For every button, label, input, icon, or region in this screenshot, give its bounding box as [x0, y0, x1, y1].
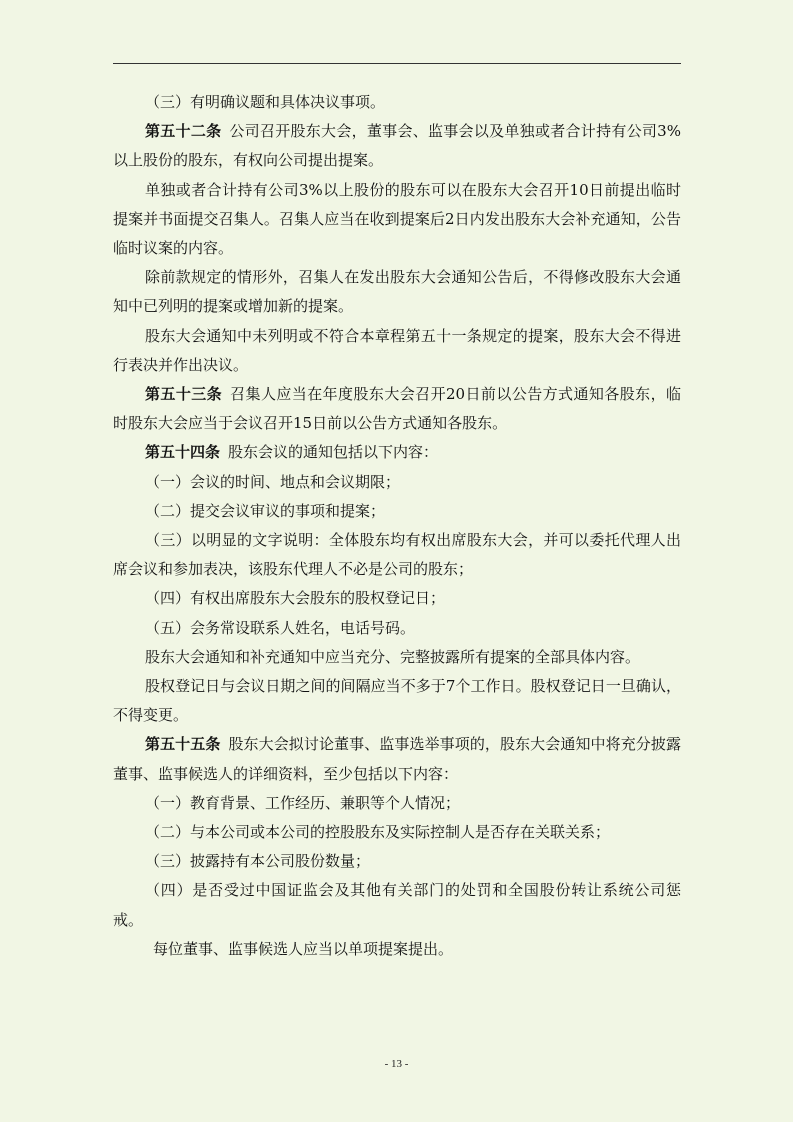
paragraph-text: 每位董事、监事候选人应当以单项提案提出。: [153, 939, 454, 958]
article-label: 第五十二条: [145, 122, 222, 141]
paragraph-text: （四）是否受过中国证监会及其他有关部门的处罚和全国股份转让系统公司惩戒。: [113, 881, 681, 929]
list-item: [113, 789, 681, 818]
paragraph: [113, 176, 681, 264]
paragraph-text: （三）以明显的文字说明：全体股东均有权出席股东大会，并可以委托代理人出席会议和参加表决，该股东代理人不必是公司的股东；: [113, 531, 681, 579]
article-paragraph: [113, 438, 681, 467]
paragraph: [113, 643, 681, 672]
paragraph-text: 单独或者合计持有公司3%以上股份的股东可以在股东大会召开10日前提出临时提案并书面提交召集人。召集人应当在收到提案后2日内发出股东大会补充通知，公告临时议案的内容。: [113, 180, 681, 258]
paragraph-text: （二）与本公司或本公司的控股股东及实际控制人是否存在关联关系；: [145, 823, 611, 842]
paragraph-text: （二）提交会议审议的事项和提案；: [145, 501, 386, 520]
paragraph: [113, 935, 681, 964]
list-item: [113, 876, 681, 934]
list-item: [113, 584, 681, 613]
page-number: - 13 -: [384, 1058, 409, 1070]
header-rule: [113, 63, 681, 64]
paragraph-text: 股东大会通知和补充通知中应当充分、完整披露所有提案的全部具体内容。: [145, 647, 641, 666]
article-label: 第五十四条: [145, 443, 221, 462]
list-item: [113, 497, 681, 526]
list-item: [113, 468, 681, 497]
paragraph-text: 股东会议的通知包括以下内容：: [228, 443, 439, 462]
paragraph-text: 召集人应当在年度股东大会召开20日前以公告方式通知各股东，临时股东大会应当于会议召开15日前以公告方式通知各股东。: [113, 385, 681, 433]
paragraph-text: （一）教育背景、工作经历、兼职等个人情况；: [145, 793, 461, 812]
article-paragraph: [113, 117, 681, 175]
document-body: [113, 88, 681, 964]
paragraph-text: 除前款规定的情形外，召集人在发出股东大会通知公告后，不得修改股东大会通知中已列明的提案或增加新的提案。: [113, 268, 681, 316]
paragraph-text: 股东大会拟讨论董事、监事选举事项的，股东大会通知中将充分披露董事、监事候选人的详细资料，至少包括以下内容：: [113, 735, 681, 783]
paragraph: [113, 672, 681, 730]
article-paragraph: [113, 380, 681, 438]
paragraph-text: （四）有权出席股东大会股东的股权登记日；: [145, 589, 446, 608]
list-item: [113, 526, 681, 584]
paragraph-text: 股权登记日与会议日期之间的间隔应当不多于7个工作日。股权登记日一旦确认，不得变更。: [113, 677, 681, 725]
paragraph: [113, 322, 681, 380]
paragraph-text: 股东大会通知中未列明或不符合本章程第五十一条规定的提案，股东大会不得进行表决并作出决议。: [113, 326, 681, 374]
paragraph-text: （五）会务常设联系人姓名，电话号码。: [145, 618, 416, 637]
article-paragraph: [113, 730, 681, 788]
paragraph: [113, 263, 681, 321]
paragraph-text: （三）有明确议题和具体决议事项。: [145, 93, 386, 111]
list-item: [113, 847, 681, 876]
article-label: 第五十三条: [145, 385, 223, 404]
article-label: 第五十五条: [145, 735, 221, 754]
list-item: [113, 818, 681, 847]
paragraph-text: （三）披露持有本公司股份数量；: [145, 852, 371, 871]
list-item: [113, 614, 681, 643]
paragraph-text: 公司召开股东大会，董事会、监事会以及单独或者合计持有公司3%以上股份的股东，有权向公司提出提案。: [113, 122, 681, 170]
paragraph: [113, 88, 681, 117]
paragraph-text: （一）会议的时间、地点和会议期限；: [145, 472, 401, 491]
